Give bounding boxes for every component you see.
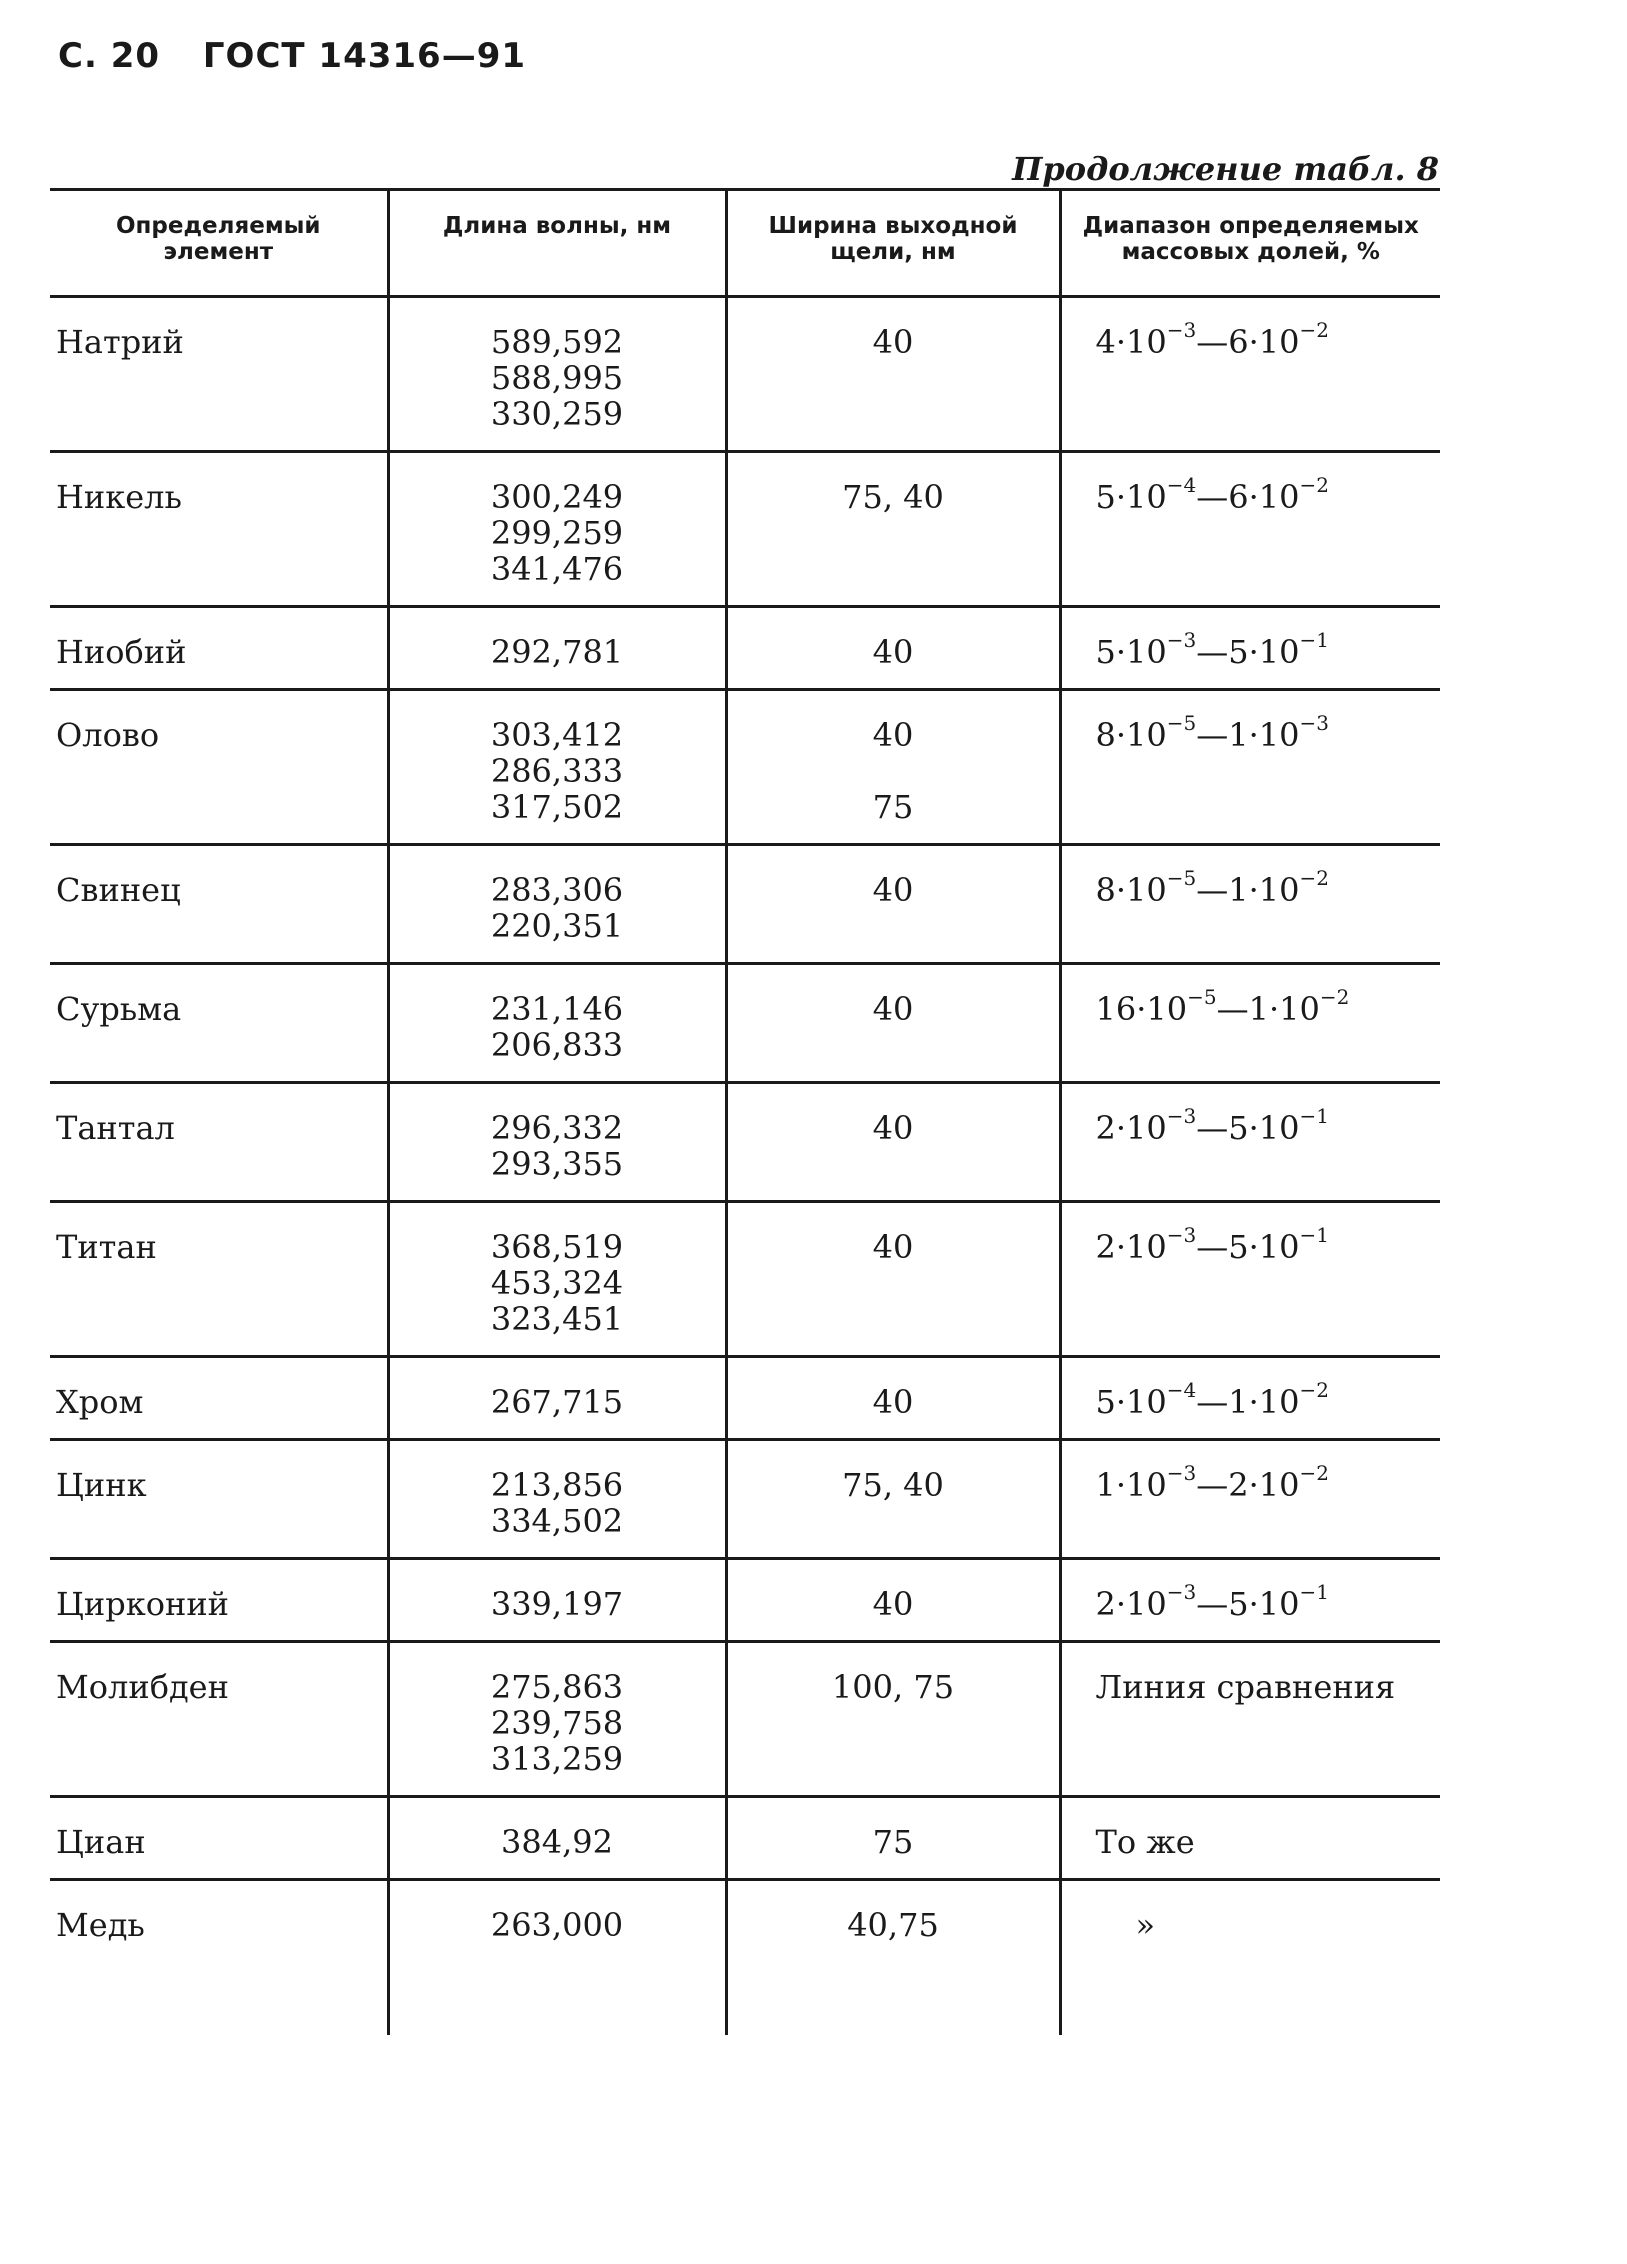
slit-width-value: 75, 40 [842,478,944,516]
table-row [50,1642,1440,1797]
table-row [50,452,1440,607]
wavelength-cell [388,845,726,964]
wavelength-value: 589,592 [490,323,624,361]
range-exponent: −3 [1166,1461,1197,1486]
document-code: ГОСТ 14316—91 [202,36,527,76]
table-row [50,297,1440,452]
slit-width-cell [726,845,1060,964]
range-exponent: −2 [1299,473,1329,498]
range-mantissa: 2·10 [1095,1585,1167,1623]
slit-width-cell [726,690,1060,845]
page-header [58,36,556,76]
slit-width-value: 40 [872,871,914,909]
range-cell [1060,690,1440,845]
range-cell [1060,297,1440,452]
range-exponent: −2 [1299,866,1329,891]
wavelength-value: 296,332 [490,1109,624,1147]
wavelength-cell [388,964,726,1083]
wavelength-cell [388,1440,726,1559]
slit-width-value: 40 [872,716,914,754]
range-mantissa: 16·10 [1095,990,1188,1028]
slit-width-value: 40 [872,1585,914,1623]
range-cell [1060,452,1440,607]
range-mantissa: 5·10 [1095,633,1167,671]
wavelength-value: 303,412 [490,716,624,754]
wavelength-value: 263,000 [490,1906,624,1944]
range-mantissa: 8·10 [1095,716,1167,754]
range-mantissa: 1·10 [1095,1466,1167,1504]
wavelength-value: 588,995 [490,359,624,397]
table-row [50,1357,1440,1440]
range-exponent: −3 [1299,711,1329,736]
element-cell: Молибден [56,1668,229,1706]
data-table [50,188,1440,2035]
range-exponent: −4 [1166,473,1197,498]
column-header-slit-width: Ширина выходной щели, нм [726,190,1060,297]
range-cell [1060,1880,1440,2036]
wavelength-value: 313,259 [490,1740,624,1778]
wavelength-value: 206,833 [490,1026,624,1064]
slit-width-cell [726,1440,1060,1559]
range-cell [1060,845,1440,964]
wavelength-value: 283,306 [490,871,624,909]
wavelength-cell [388,1357,726,1440]
range-mantissa: —5·10 [1196,1585,1300,1623]
range-mantissa: —6·10 [1196,478,1300,516]
slit-width-cell [726,452,1060,607]
slit-width-cell [726,1797,1060,1880]
column-header-element: Определяемый элемент [115,213,321,265]
page-number: С. 20 [58,36,161,76]
wavelength-value: 384,92 [501,1823,613,1861]
element-cell: Цинк [56,1466,147,1504]
table-continuation-label: Продолжение табл. 8 [1012,150,1439,188]
slit-width-cell [726,297,1060,452]
wavelength-cell [388,1083,726,1202]
slit-width-value: 40,75 [847,1906,939,1944]
range-mantissa: —5·10 [1196,1228,1300,1266]
range-exponent: −1 [1299,1104,1329,1129]
range-mantissa: 8·10 [1095,871,1167,909]
wavelength-value: 239,758 [490,1704,624,1742]
wavelength-value: 286,333 [490,752,624,790]
range-exponent: −3 [1166,1104,1197,1129]
slit-width-cell [726,1083,1060,1202]
wavelength-value: 267,715 [490,1383,624,1421]
range-cell [1060,964,1440,1083]
range-exponent: −3 [1166,318,1197,343]
wavelength-value: 453,324 [490,1264,624,1302]
range-text: То же [1095,1823,1195,1861]
range-exponent: −2 [1299,318,1329,343]
range-text: » [1135,1906,1156,1944]
table-header [50,190,1440,297]
wavelength-value: 231,146 [490,990,624,1028]
wavelength-cell [388,1559,726,1642]
range-exponent: −3 [1166,1580,1197,1605]
wavelength-value: 299,259 [490,514,624,552]
range-exponent: −4 [1166,1378,1197,1403]
range-exponent: −5 [1187,985,1217,1010]
range-exponent: −1 [1299,1580,1329,1605]
wavelength-value: 339,197 [490,1585,624,1623]
range-mantissa: 5·10 [1095,478,1167,516]
table-row [50,1559,1440,1642]
range-exponent: −2 [1299,1378,1329,1403]
element-cell: Сурьма [56,990,182,1028]
range-mantissa: 5·10 [1095,1383,1167,1421]
slit-width-value: 75, 40 [842,1466,944,1504]
wavelength-cell [388,1880,726,2036]
range-mantissa: 2·10 [1095,1109,1167,1147]
wavelength-value: 275,863 [490,1668,624,1706]
slit-width-value: 75 [872,1823,914,1861]
slit-width-value: 40 [872,323,914,361]
element-cell: Никель [56,478,182,516]
slit-width-value: 40 [872,633,914,671]
range-cell [1060,1357,1440,1440]
range-exponent: −2 [1319,985,1350,1010]
range-mantissa: 2·10 [1095,1228,1167,1266]
table-row [50,1440,1440,1559]
slit-width-cell [726,607,1060,690]
wavelength-cell [388,1797,726,1880]
range-cell [1060,1797,1440,1880]
range-cell [1060,1440,1440,1559]
range-mantissa: —1·10 [1196,871,1300,909]
table-row [50,1797,1440,1880]
element-cell: Ниобий [56,633,187,671]
range-cell [1060,1083,1440,1202]
header-row [50,190,1440,297]
wavelength-cell [388,690,726,845]
wavelength-value: 368,519 [490,1228,624,1266]
wavelength-cell [388,607,726,690]
range-mantissa: —2·10 [1196,1466,1300,1504]
range-mantissa: —5·10 [1196,633,1300,671]
slit-width-value: 40 [872,990,914,1028]
range-mantissa: 4·10 [1095,323,1167,361]
table-row [50,1083,1440,1202]
range-cell [1060,1559,1440,1642]
range-exponent: −5 [1166,866,1197,891]
range-mantissa: —1·10 [1216,990,1320,1028]
wavelength-value: 334,502 [490,1502,624,1540]
range-exponent: −2 [1299,1461,1329,1486]
range-cell [1060,1202,1440,1357]
wavelength-value: 213,856 [490,1466,624,1504]
slit-width-cell [726,1642,1060,1797]
table-row [50,1880,1440,2036]
range-exponent: −1 [1299,1223,1329,1248]
wavelength-cell [388,452,726,607]
range-exponent: −3 [1166,1223,1197,1248]
table-row [50,845,1440,964]
range-mantissa: —1·10 [1196,716,1300,754]
element-cell: Тантал [56,1109,175,1147]
element-cell: Титан [56,1228,157,1266]
table-body [50,297,1440,2036]
range-mantissa: —6·10 [1196,323,1300,361]
element-cell: Олово [56,716,160,754]
slit-width-value: 100, 75 [831,1668,955,1706]
column-header-wavelength: Длина волны, нм [388,190,726,297]
wavelength-cell [388,1642,726,1797]
wavelength-value: 323,451 [490,1300,624,1338]
range-text: Линия сравнения [1095,1668,1396,1706]
wavelength-value: 300,249 [490,478,624,516]
table-row [50,1202,1440,1357]
slit-width-cell [726,964,1060,1083]
wavelength-value: 292,781 [490,633,624,671]
slit-width-cell [726,1559,1060,1642]
table-row [50,690,1440,845]
slit-width-cell [726,1357,1060,1440]
element-cell: Медь [56,1906,145,1944]
element-cell: Циан [56,1823,146,1861]
wavelength-value: 341,476 [490,550,624,588]
element-cell: Свинец [56,871,181,909]
table-row [50,607,1440,690]
wavelength-value: 220,351 [490,907,624,945]
range-exponent: −1 [1299,628,1329,653]
slit-width-value: 40 [872,1228,914,1266]
range-exponent: −5 [1166,711,1197,736]
wavelength-cell [388,297,726,452]
wavelength-value: 317,502 [490,788,624,826]
element-cell: Цирконий [56,1585,229,1623]
slit-width-value: 40 [872,1383,914,1421]
slit-width-value: 75 [872,788,914,826]
range-exponent: −3 [1166,628,1197,653]
range-mantissa: —1·10 [1196,1383,1300,1421]
column-header-range: Диапазон определяемых массовых долей, % [1060,190,1440,297]
slit-width-cell [726,1202,1060,1357]
slit-width-value: 40 [872,1109,914,1147]
element-cell: Натрий [56,323,184,361]
range-cell [1060,607,1440,690]
wavelength-value: 293,355 [490,1145,624,1183]
slit-width-cell [726,1880,1060,2036]
element-cell: Хром [56,1383,144,1421]
range-mantissa: —5·10 [1196,1109,1300,1147]
wavelength-value: 330,259 [490,395,624,433]
wavelength-cell [388,1202,726,1357]
table-row [50,964,1440,1083]
range-cell [1060,1642,1440,1797]
